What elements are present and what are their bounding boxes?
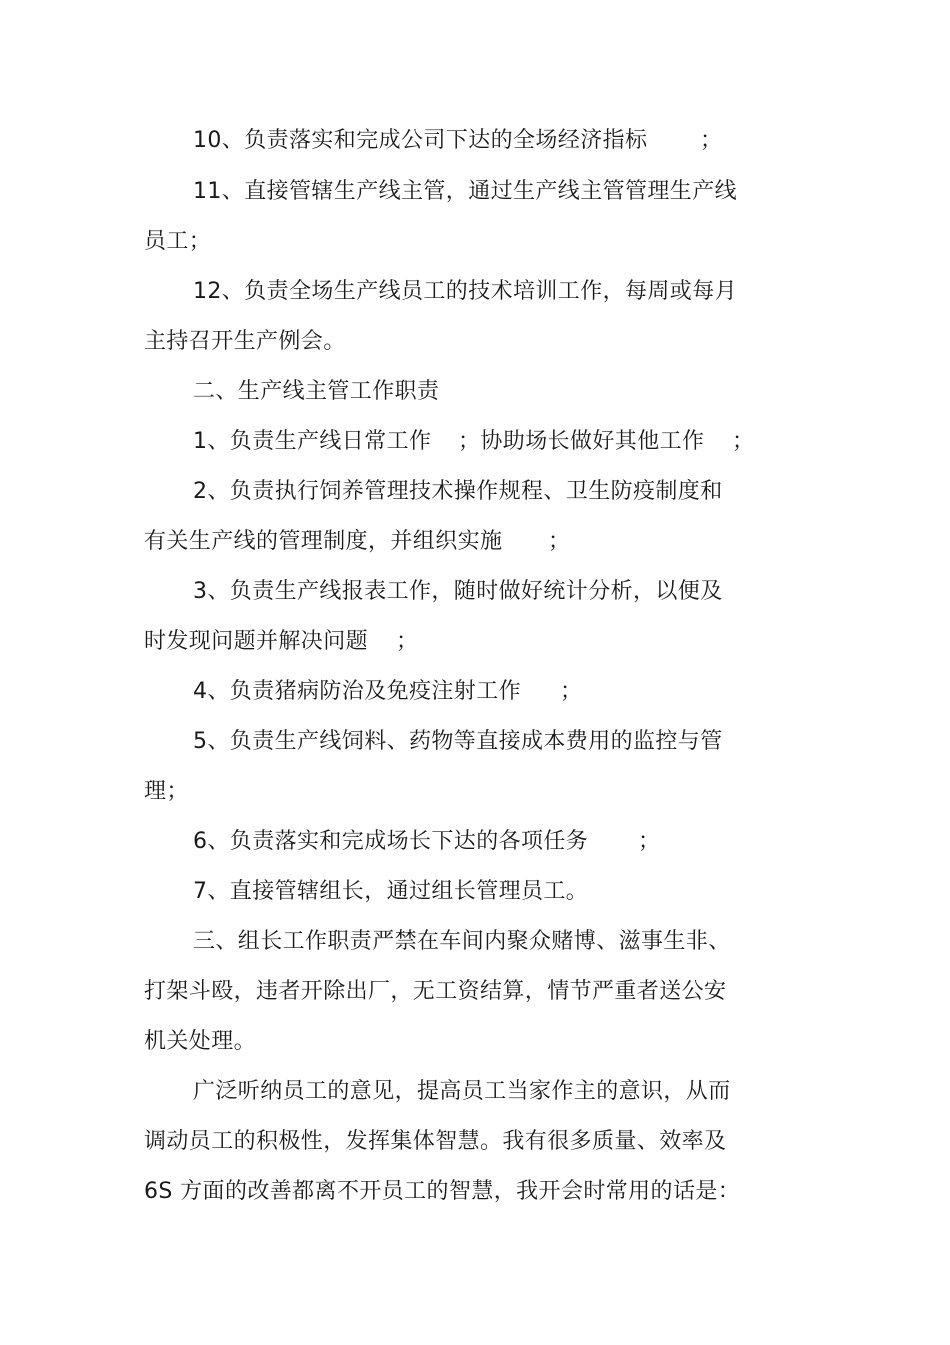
paragraph-line-16: 7、直接管辖组长，通过组长管理员工。 bbox=[193, 879, 589, 904]
trailing-semicolon: ； bbox=[638, 829, 661, 854]
paragraph-line-2: 11、直接管辖生产线主管，通过生产线主管管理生产线 bbox=[193, 179, 737, 204]
paragraph-line-21: 调动员工的积极性，发挥集体智慧。我有很多质量、效率及 bbox=[144, 1129, 727, 1154]
paragraph-line-1: 10、负责落实和完成公司下达的全场经济指标 bbox=[193, 128, 648, 153]
paragraph-line-7a: 1、负责生产线日常工作 bbox=[193, 429, 432, 454]
paragraph-line-5: 主持召开生产例会。 bbox=[144, 329, 346, 354]
paragraph-line-13: 5、负责生产线饲料、药物等直接成本费用的监控与管 bbox=[193, 729, 723, 754]
paragraph-line-19: 机关处理。 bbox=[144, 1029, 257, 1054]
paragraph-line-4: 12、负责全场生产线员工的技术培训工作，每周或每月 bbox=[193, 279, 737, 304]
paragraph-line-7b: ；协助场长做好其他工作 bbox=[458, 429, 705, 454]
paragraph-line-14: 理； bbox=[144, 779, 189, 804]
paragraph-line-3: 员工； bbox=[144, 229, 212, 254]
paragraph-line-9: 有关生产线的管理制度，并组织实施 bbox=[144, 529, 503, 554]
section-heading-2: 二、生产线主管工作职责 bbox=[193, 379, 440, 404]
trailing-semicolon: ； bbox=[548, 529, 571, 554]
paragraph-line-8: 2、负责执行饲养管理技术操作规程、卫生防疫制度和 bbox=[193, 479, 723, 504]
paragraph-line-12: 4、负责猪病防治及免疫注射工作 bbox=[193, 679, 521, 704]
paragraph-line-20: 广泛听纳员工的意见，提高员工当家作主的意识，从而 bbox=[193, 1079, 731, 1104]
paragraph-line-15: 6、负责落实和完成场长下达的各项任务 bbox=[193, 829, 589, 854]
trailing-semicolon: ； bbox=[396, 629, 419, 654]
trailing-semicolon: ； bbox=[732, 429, 755, 454]
trailing-semicolon: ； bbox=[700, 128, 723, 153]
trailing-semicolon: ； bbox=[560, 679, 583, 704]
paragraph-line-18: 打架斗殴，违者开除出厂，无工资结算，情节严重者送公安 bbox=[144, 979, 727, 1004]
paragraph-line-10: 3、负责生产线报表工作，随时做好统计分析，以便及 bbox=[193, 579, 723, 604]
paragraph-line-11: 时发现问题并解决问题 bbox=[144, 629, 369, 654]
section-heading-3: 三、组长工作职责严禁在车间内聚众赌博、滋事生非、 bbox=[193, 929, 731, 954]
paragraph-line-22: 6S 方面的改善都离不开员工的智慧，我开会时常用的话是： bbox=[144, 1179, 741, 1204]
